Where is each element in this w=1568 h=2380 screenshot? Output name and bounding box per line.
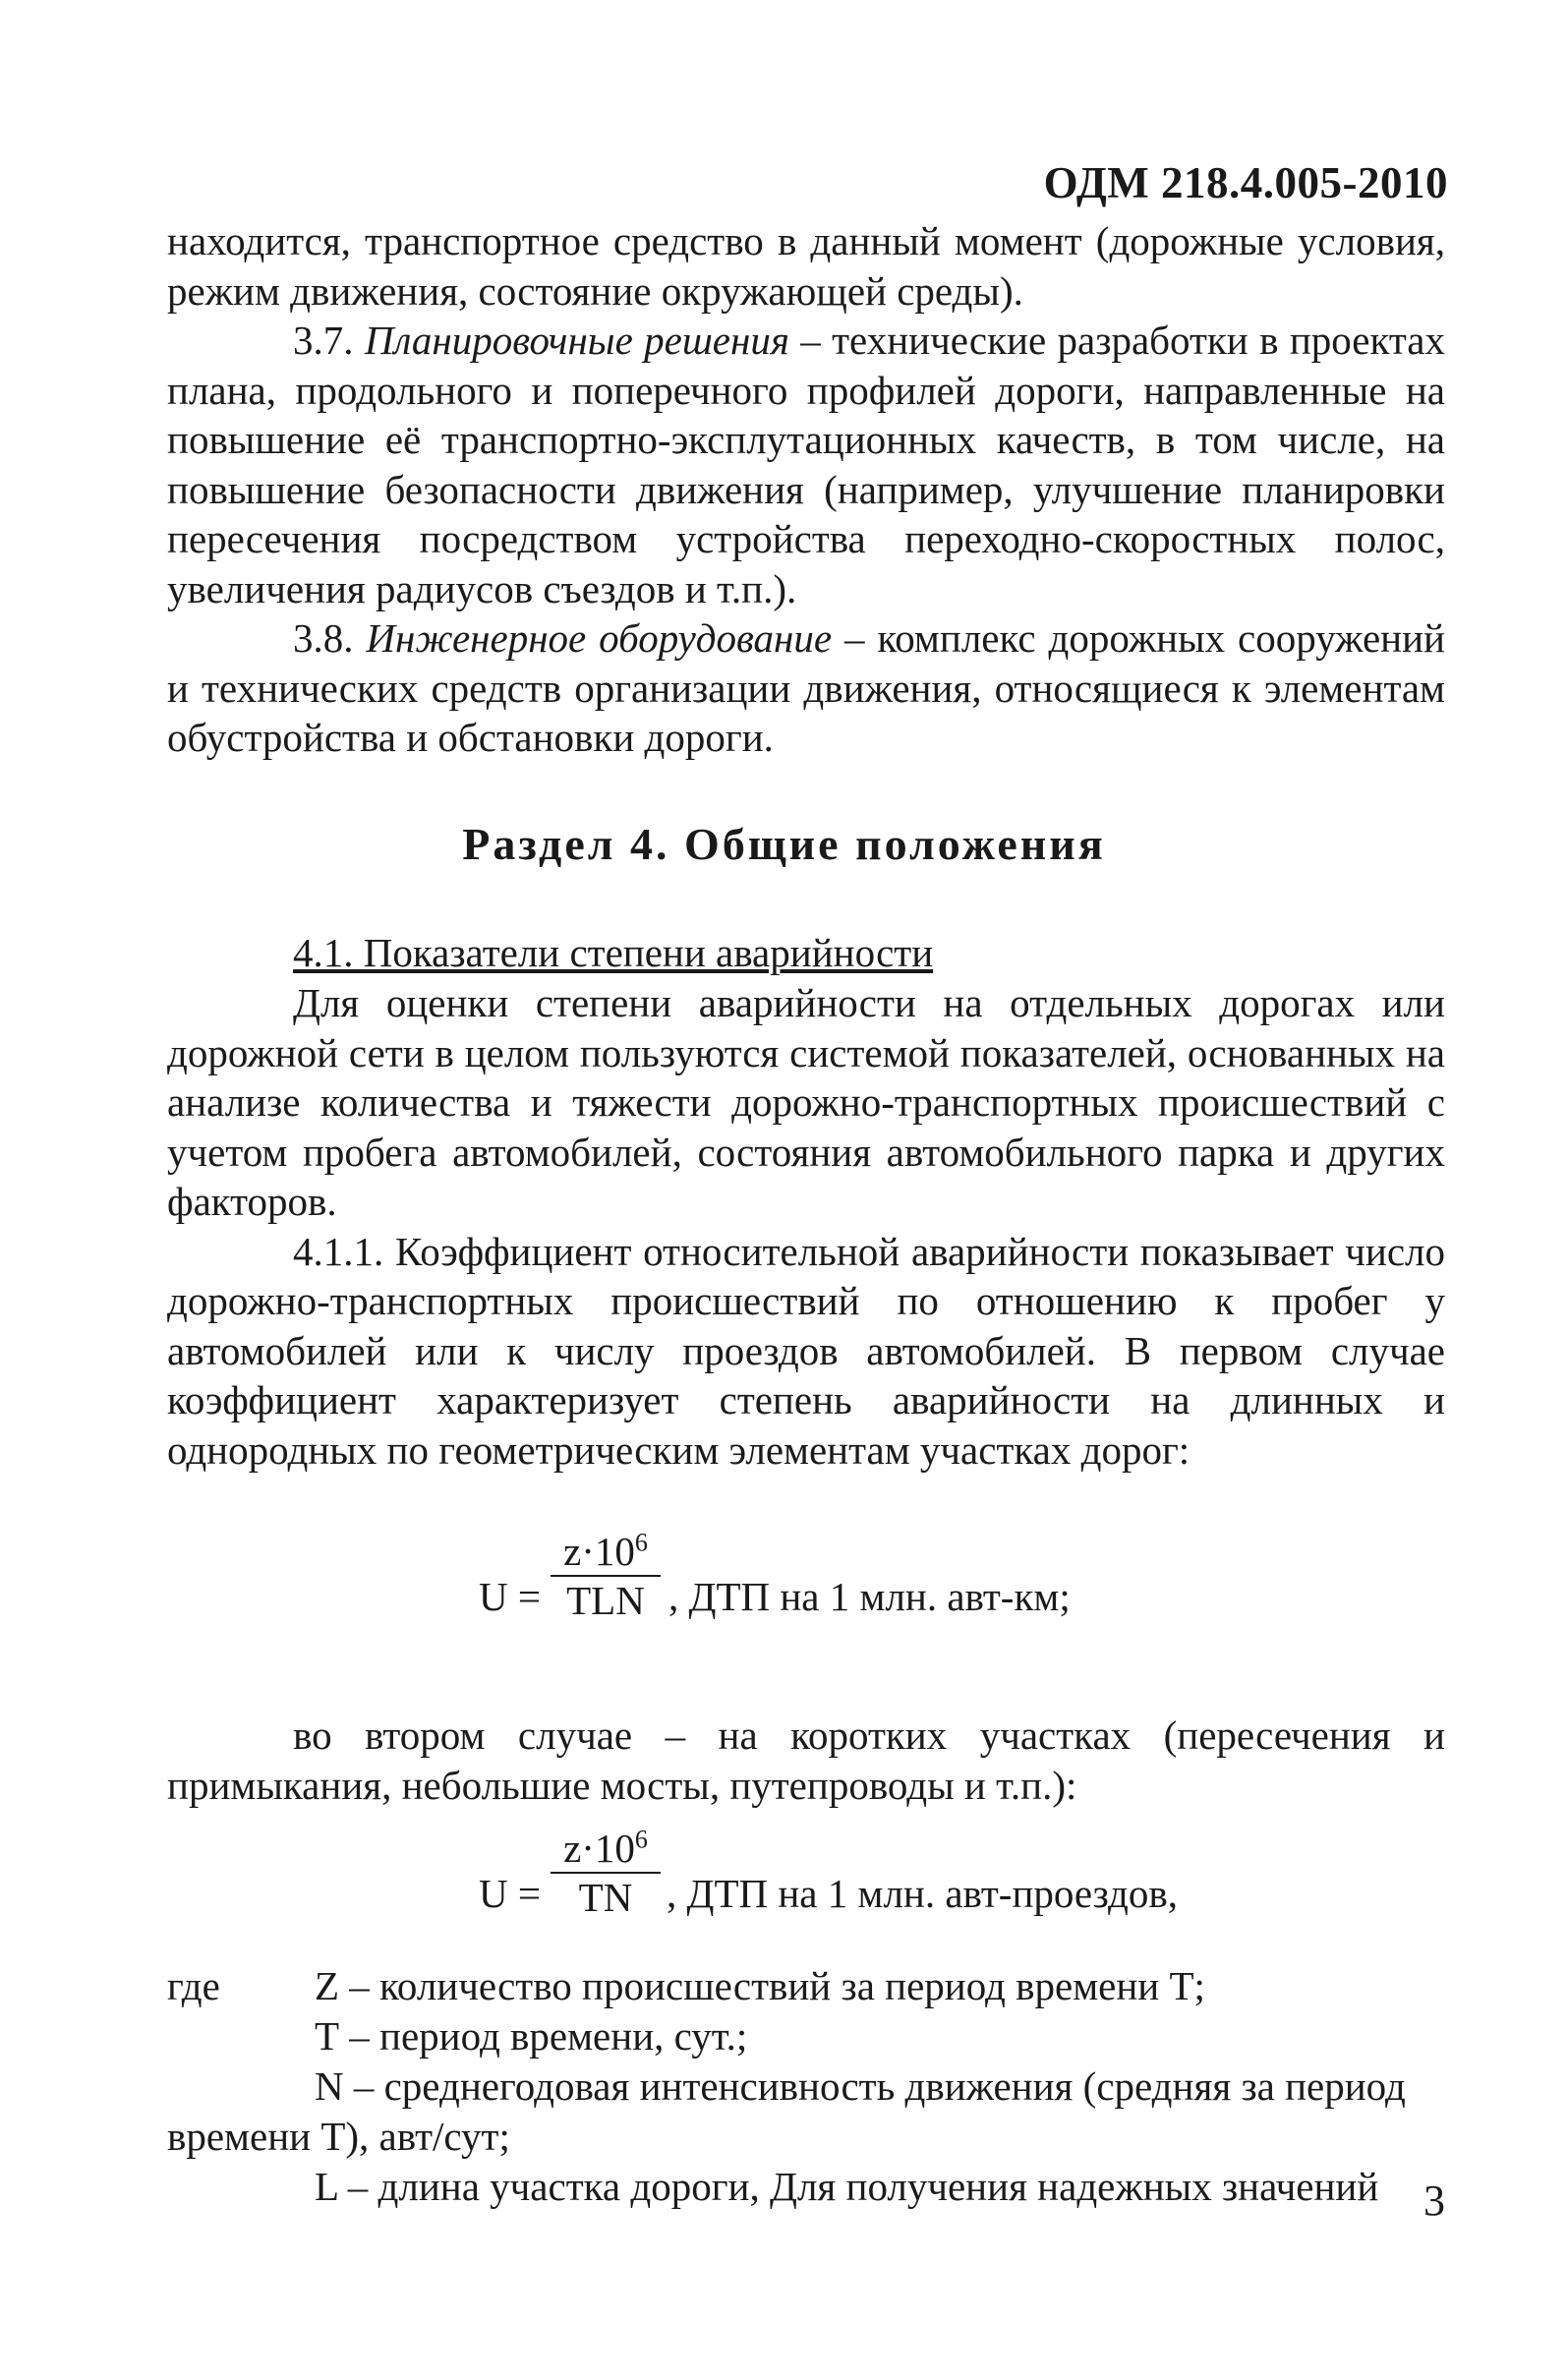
section-title: Раздел 4. Общие положения: [462, 819, 1106, 869]
formula-per-km: [0, 1528, 1568, 1661]
formula-fraction: [551, 1825, 661, 1921]
numerator-exponent: 6: [634, 1825, 648, 1854]
text-block-middle: [167, 978, 1445, 1475]
definition-t: Т – период времени, сут.;: [315, 2013, 748, 2059]
paragraph-second-case: во втором случае – на коротких участках (пересечения и примыкания, небольшие мосты, путепроводы и т.п.):: [167, 1712, 1445, 1808]
paragraph-3-8: [167, 613, 1445, 763]
text-block-top: [167, 216, 1445, 763]
formula-fraction: [551, 1528, 661, 1624]
paragraph-continuation: находится, транспортное средство в данный момент (дорожные условия, режим движения, состояние окружающей среды).: [167, 218, 1445, 314]
term-planning-decisions: Планировочные решения: [364, 318, 789, 363]
formula-lhs: U =: [479, 1871, 541, 1916]
subsection-title: 4.1. Показатели степени аварийности: [293, 930, 934, 975]
paragraph-4-1: Для оценки степени аварийности на отдельных дорогах или дорожной сети в целом пользуются системой показателей, основанных на анализе количества и тяжести дорожно-транспортных происшествий с учетом пробега автомобилей, состояния автомобильного парка и других факторов.: [167, 980, 1445, 1224]
fraction-denominator: TLN: [566, 1578, 645, 1623]
formula-lhs: U =: [479, 1574, 541, 1619]
numerator-base: z·10: [563, 1529, 635, 1574]
numerator-base: z·10: [563, 1826, 635, 1871]
variable-definitions: [167, 1961, 1445, 2209]
text-block-second-case: [167, 1711, 1445, 1810]
fraction-numerator: [551, 1528, 661, 1577]
formula-units: , ДТП на 1 млн. авт-км;: [668, 1574, 1071, 1619]
clause-text: – технические разработки в проектах плана, продольного и поперечного профилей дороги, направленные на повышение её транспортно-эксплутационных качеств, в том числе, на повышение безопасности движения (например, улучшение планировки пересечения посредством устройства переходно-скоростных полос, увеличения радиусов съездов и т.п.).: [167, 318, 1445, 611]
definition-n: N – среднегодовая интенсивность движения (средняя за период: [315, 2063, 1406, 2109]
clause-text: – комплекс дорожных сооружений и технических средств организации движения, относящиеся к элементам обустройства и обстановки дороги.: [167, 615, 1445, 760]
definition-z: Z – количество происшествий за период времени Т;: [315, 1963, 1205, 2008]
clause-number: 3.8.: [293, 615, 367, 661]
page-number: 3: [1423, 2177, 1445, 2225]
formula-units: , ДТП на 1 млн. авт-проездов,: [667, 1871, 1179, 1916]
fraction-numerator: [551, 1825, 661, 1874]
clause-number: 3.7.: [293, 318, 365, 363]
paragraph-3-7: [167, 316, 1445, 613]
fraction-denominator: TN: [578, 1875, 633, 1920]
where-label: где: [167, 1963, 220, 2008]
definition-n-cont: времени Т), авт/сут;: [167, 2114, 510, 2159]
paragraph-4-1-1: 4.1.1. Коэффициент относительной аварийности показывает число дорожно-транспортных происшествий по отношению к пробег у автомобилей или к числу проездов автомобилей. В первом случае коэффициент характеризует степень аварийности на длинных и однородных по геометрическим элементам участках дорог:: [167, 1228, 1445, 1473]
definition-l: L – длина участка дороги, Для получения надежных значений: [315, 2164, 1379, 2209]
numerator-exponent: 6: [634, 1528, 648, 1557]
formula-per-passage: [0, 1825, 1568, 1958]
term-engineering-equipment: Инженерное оборудование: [366, 615, 833, 661]
document-code: ОДМ 218.4.005-2010: [1043, 158, 1448, 207]
